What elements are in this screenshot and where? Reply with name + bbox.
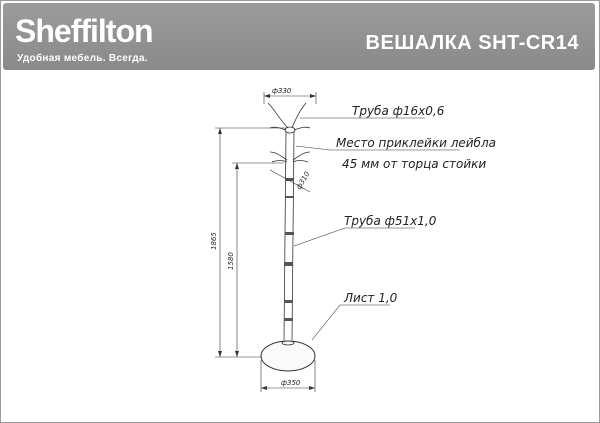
label-pipe-main: Труба ф51х1,0	[344, 214, 437, 228]
top-cap	[285, 127, 295, 133]
leader-pipe-main	[294, 228, 415, 246]
base-disc	[261, 341, 315, 371]
dim-base-diameter: ф350	[281, 379, 301, 387]
dim-height-lower: 1580	[227, 252, 235, 270]
dim-mid-diameter: ф310	[294, 170, 312, 191]
dim-top-diameter: ф330	[272, 87, 292, 95]
label-sheet: Лист 1,0	[344, 291, 398, 305]
mid-hook-left	[270, 152, 287, 160]
label-pipe-top: Труба ф16х0,6	[352, 104, 445, 118]
product-title: ВЕШАЛКА SHT-CR14	[365, 32, 579, 54]
brand-tagline: Удобная мебель. Всегда.	[17, 53, 148, 64]
label-place-line2: 45 мм от торца стойки	[342, 157, 487, 171]
top-hook-right-outer	[292, 103, 306, 128]
top-hook-left	[270, 127, 286, 130]
mid-hook-right	[293, 152, 310, 160]
top-hook-left-outer	[268, 103, 288, 128]
mid-hook-left-2	[272, 161, 287, 163]
top-hook-right	[294, 127, 310, 130]
leader-sheet	[312, 305, 390, 340]
label-place-line1: Место приклейки лейбла	[336, 136, 496, 150]
pole-left-edge	[284, 132, 286, 340]
pole-right-edge	[292, 132, 294, 340]
mid-hook-right-2	[293, 161, 308, 163]
dim-height-total: 1865	[210, 232, 218, 250]
brand-logo: Sheffilton	[15, 13, 153, 49]
